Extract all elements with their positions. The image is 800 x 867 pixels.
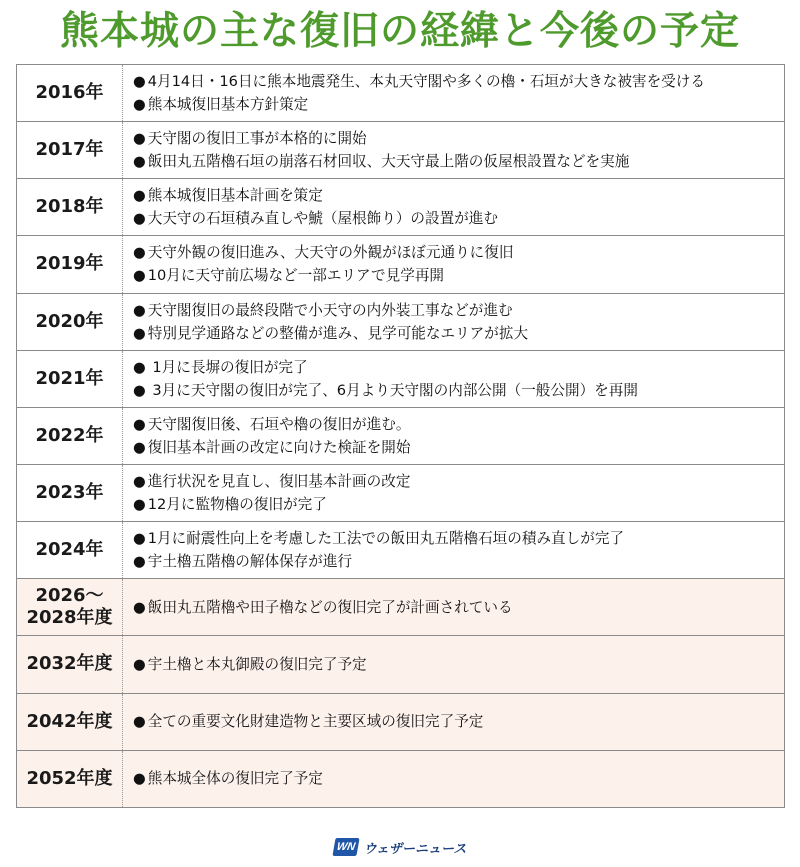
event-text: 天守外観の復旧進み、大天守の外観がほぼ元通りに復旧 [147,244,514,262]
event-item [133,767,784,790]
event-item [133,356,784,379]
event-item [133,493,784,516]
bullet-icon: ● [133,73,146,91]
event-item [133,127,784,150]
event-text: 12月に監物櫓の復旧が完了 [147,496,327,514]
event-list [123,694,784,750]
event-list [123,294,784,350]
event-item [133,470,784,493]
event-list [123,122,784,178]
event-item [133,184,784,207]
event-text: 天守閣復旧の最終段階で小天守の内外装工事などが進む [147,301,513,319]
year-label: 2020年 [17,294,123,350]
bullet-icon: ● [133,244,146,262]
event-item [133,299,784,322]
event-text: 天守閣復旧後、石垣や櫓の復旧が進む。 [147,415,411,433]
timeline-row [17,694,784,751]
bullet-icon: ● [133,358,146,376]
event-text: 進行状況を見直し、復旧基本計画の改定 [147,473,411,491]
year-label: 2018年 [17,179,123,235]
event-item [133,70,784,93]
timeline-row [17,65,784,122]
bullet-icon: ● [133,301,146,319]
event-item [133,436,784,459]
footer-logo [0,835,800,859]
year-label: 2023年 [17,465,123,521]
event-list [123,408,784,464]
event-list [123,465,784,521]
year-label: 2026〜 2028年度 [17,579,123,635]
bullet-icon: ● [133,267,146,285]
event-list [123,351,784,407]
event-text: 全ての重要文化財建造物と主要区域の復旧完了予定 [147,713,484,731]
year-label: 2024年 [17,522,123,578]
bullet-icon: ● [133,153,146,171]
event-item [133,93,784,116]
event-list [123,179,784,235]
bullet-icon: ● [133,210,146,228]
bullet-icon: ● [133,553,146,571]
event-text: 復旧基本計画の改定に向けた検証を開始 [147,438,411,456]
event-item [133,653,784,676]
event-item [133,322,784,345]
timeline-row [17,408,784,465]
bullet-icon: ● [133,770,146,788]
event-text: 天守閣の復旧工事が本格的に開始 [147,130,367,148]
timeline-table [16,64,785,808]
year-label: 2019年 [17,236,123,292]
event-text: 4月14日・16日に熊本地震発生、本丸天守閣や多くの櫓・石垣が大きな被害を受ける [147,73,705,91]
timeline-row [17,122,784,179]
timeline-row [17,179,784,236]
event-list [123,522,784,578]
event-item [133,550,784,573]
event-list [123,751,784,807]
bullet-icon: ● [133,473,146,491]
event-item [133,150,784,173]
bullet-icon: ● [133,381,146,399]
event-list [123,579,784,635]
timeline-row [17,751,784,808]
event-text: 1月に耐震性向上を考慮した工法での飯田丸五階櫓石垣の積み直しが完了 [147,530,625,548]
event-text: 3月に天守閣の復旧が完了、6月より天守閣の内部公開（一般公開）を再開 [147,381,638,399]
event-item [133,596,784,619]
timeline-row [17,636,784,693]
year-label: 2052年度 [17,751,123,807]
event-text: 1月に長塀の復旧が完了 [147,358,308,376]
year-label: 2042年度 [17,694,123,750]
bullet-icon: ● [133,438,146,456]
event-list [123,236,784,292]
event-item [133,264,784,287]
event-text: 宇土櫓五階櫓の解体保存が進行 [147,553,353,571]
timeline-row [17,236,784,293]
event-item [133,241,784,264]
bullet-icon: ● [133,187,146,205]
bullet-icon: ● [133,496,146,514]
bullet-icon: ● [133,415,146,433]
event-text: 熊本城復旧基本方針策定 [147,96,309,114]
timeline-row [17,465,784,522]
year-label: 2021年 [17,351,123,407]
event-text: 10月に天守前広場など一部エリアで見学再開 [147,267,445,285]
event-text: 熊本城全体の復旧完了予定 [147,770,323,788]
timeline-row [17,522,784,579]
bullet-icon: ● [133,655,146,673]
event-item [133,207,784,230]
event-text: 飯田丸五階櫓や田子櫓などの復旧完了が計画されている [147,598,513,616]
year-label: 2022年 [17,408,123,464]
timeline-row [17,351,784,408]
event-text: 大天守の石垣積み直しや鯱（屋根飾り）の設置が進む [147,210,498,228]
event-text: 宇土櫓と本丸御殿の復旧完了予定 [147,655,367,673]
event-text: 熊本城復旧基本計画を策定 [147,187,323,205]
timeline-row [17,579,784,636]
event-text: 特別見学通路などの整備が進み、見学可能なエリアが拡大 [147,324,529,342]
year-label: 2032年度 [17,636,123,692]
event-text: 飯田丸五階櫓石垣の崩落石材回収、大天守最上階の仮屋根設置などを実施 [147,153,630,171]
event-list [123,65,784,121]
logo-text: ウェザーニュース [363,841,467,857]
year-label: 2017年 [17,122,123,178]
page-title: 熊本城の主な復旧の経緯と今後の予定 [59,9,740,54]
bullet-icon: ● [133,598,146,616]
bullet-icon: ● [133,530,146,548]
bullet-icon: ● [133,324,146,342]
event-item [133,413,784,436]
year-label: 2016年 [17,65,123,121]
bullet-icon: ● [133,130,146,148]
event-item [133,379,784,402]
weathernews-logo-icon: WN [332,838,359,856]
bullet-icon: ● [133,713,146,731]
event-item [133,710,784,733]
bullet-icon: ● [133,96,146,114]
event-list [123,636,784,692]
event-item [133,527,784,550]
timeline-row [17,294,784,351]
